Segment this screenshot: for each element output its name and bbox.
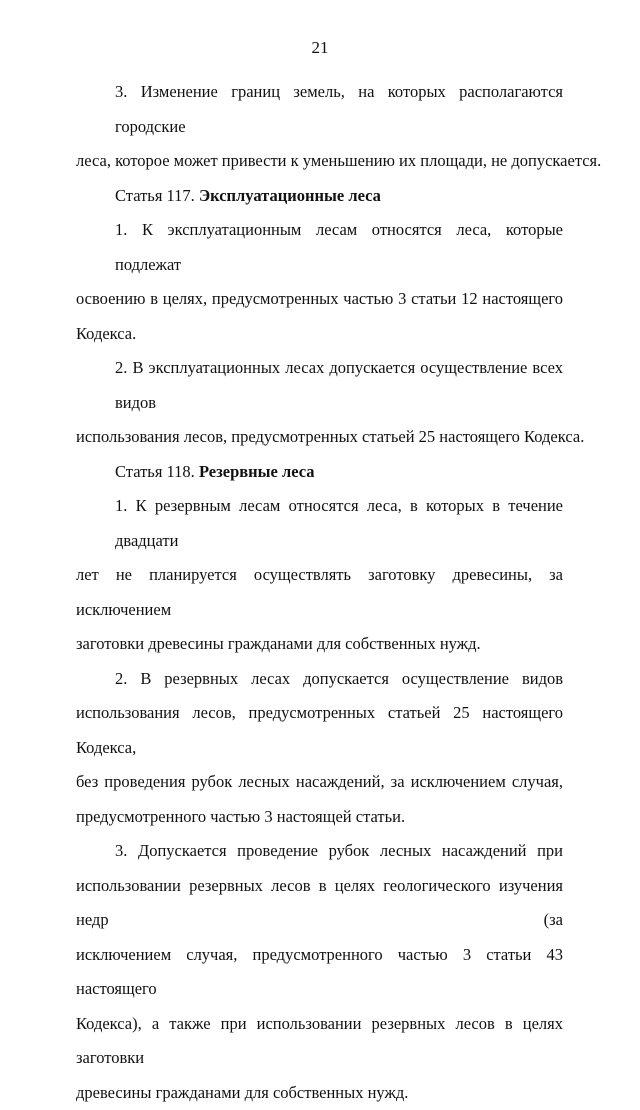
paragraph-line: Кодекса. xyxy=(76,317,563,352)
paragraph-article-118-part-1 xyxy=(76,489,563,662)
paragraph-line: заготовки древесины гражданами для собственных нужд. xyxy=(76,627,563,662)
paragraph-line: предусмотренного частью 3 настоящей статьи. xyxy=(76,800,563,835)
paragraph-line: использования лесов, предусмотренных статьей 25 настоящего Кодекса. xyxy=(76,420,563,455)
paragraph-line: лет не планируется осуществлять заготовку древесины, за исключением xyxy=(76,558,563,627)
article-118-heading xyxy=(76,455,563,490)
paragraph-line: без проведения рубок лесных насаждений, за исключением случая, xyxy=(76,765,563,800)
paragraph-article-118-part-3 xyxy=(76,834,563,1110)
paragraph-line: древесины гражданами для собственных нужд. xyxy=(76,1076,563,1110)
paragraph-article-117-part-1 xyxy=(76,213,563,351)
paragraph-line: 2. В резервных лесах допускается осуществление видов xyxy=(76,662,563,697)
paragraph-line: использовании резервных лесов в целях геологического изучения недр (за xyxy=(76,869,563,938)
paragraph-line: использования лесов, предусмотренных статьей 25 настоящего Кодекса, xyxy=(76,696,563,765)
article-title: Резервные леса xyxy=(199,462,315,481)
paragraph-item-3-city-forests xyxy=(76,75,563,179)
article-label: Статья 118. xyxy=(115,462,195,481)
paragraph-line: 3. Изменение границ земель, на которых располагаются городские xyxy=(76,75,563,144)
paragraph-line: леса, которое может привести к уменьшению их площади, не допускается. xyxy=(76,144,563,179)
paragraph-article-118-part-2 xyxy=(76,662,563,835)
paragraph-line: освоению в целях, предусмотренных частью 3 статьи 12 настоящего xyxy=(76,282,563,317)
page-number: 21 xyxy=(0,38,640,58)
paragraph-line: Кодекса), а также при использовании резервных лесов в целях заготовки xyxy=(76,1007,563,1076)
article-title: Эксплуатационные леса xyxy=(199,186,381,205)
document-body xyxy=(76,75,563,1110)
paragraph-article-117-part-2 xyxy=(76,351,563,455)
article-label: Статья 117. xyxy=(115,186,195,205)
paragraph-line: 3. Допускается проведение рубок лесных насаждений при xyxy=(76,834,563,869)
article-117-heading xyxy=(76,179,563,214)
paragraph-line: исключением случая, предусмотренного частью 3 статьи 43 настоящего xyxy=(76,938,563,1007)
paragraph-line: 1. К эксплуатационным лесам относятся леса, которые подлежат xyxy=(76,213,563,282)
paragraph-line: 1. К резервным лесам относятся леса, в которых в течение двадцати xyxy=(76,489,563,558)
paragraph-line: 2. В эксплуатационных лесах допускается осуществление всех видов xyxy=(76,351,563,420)
